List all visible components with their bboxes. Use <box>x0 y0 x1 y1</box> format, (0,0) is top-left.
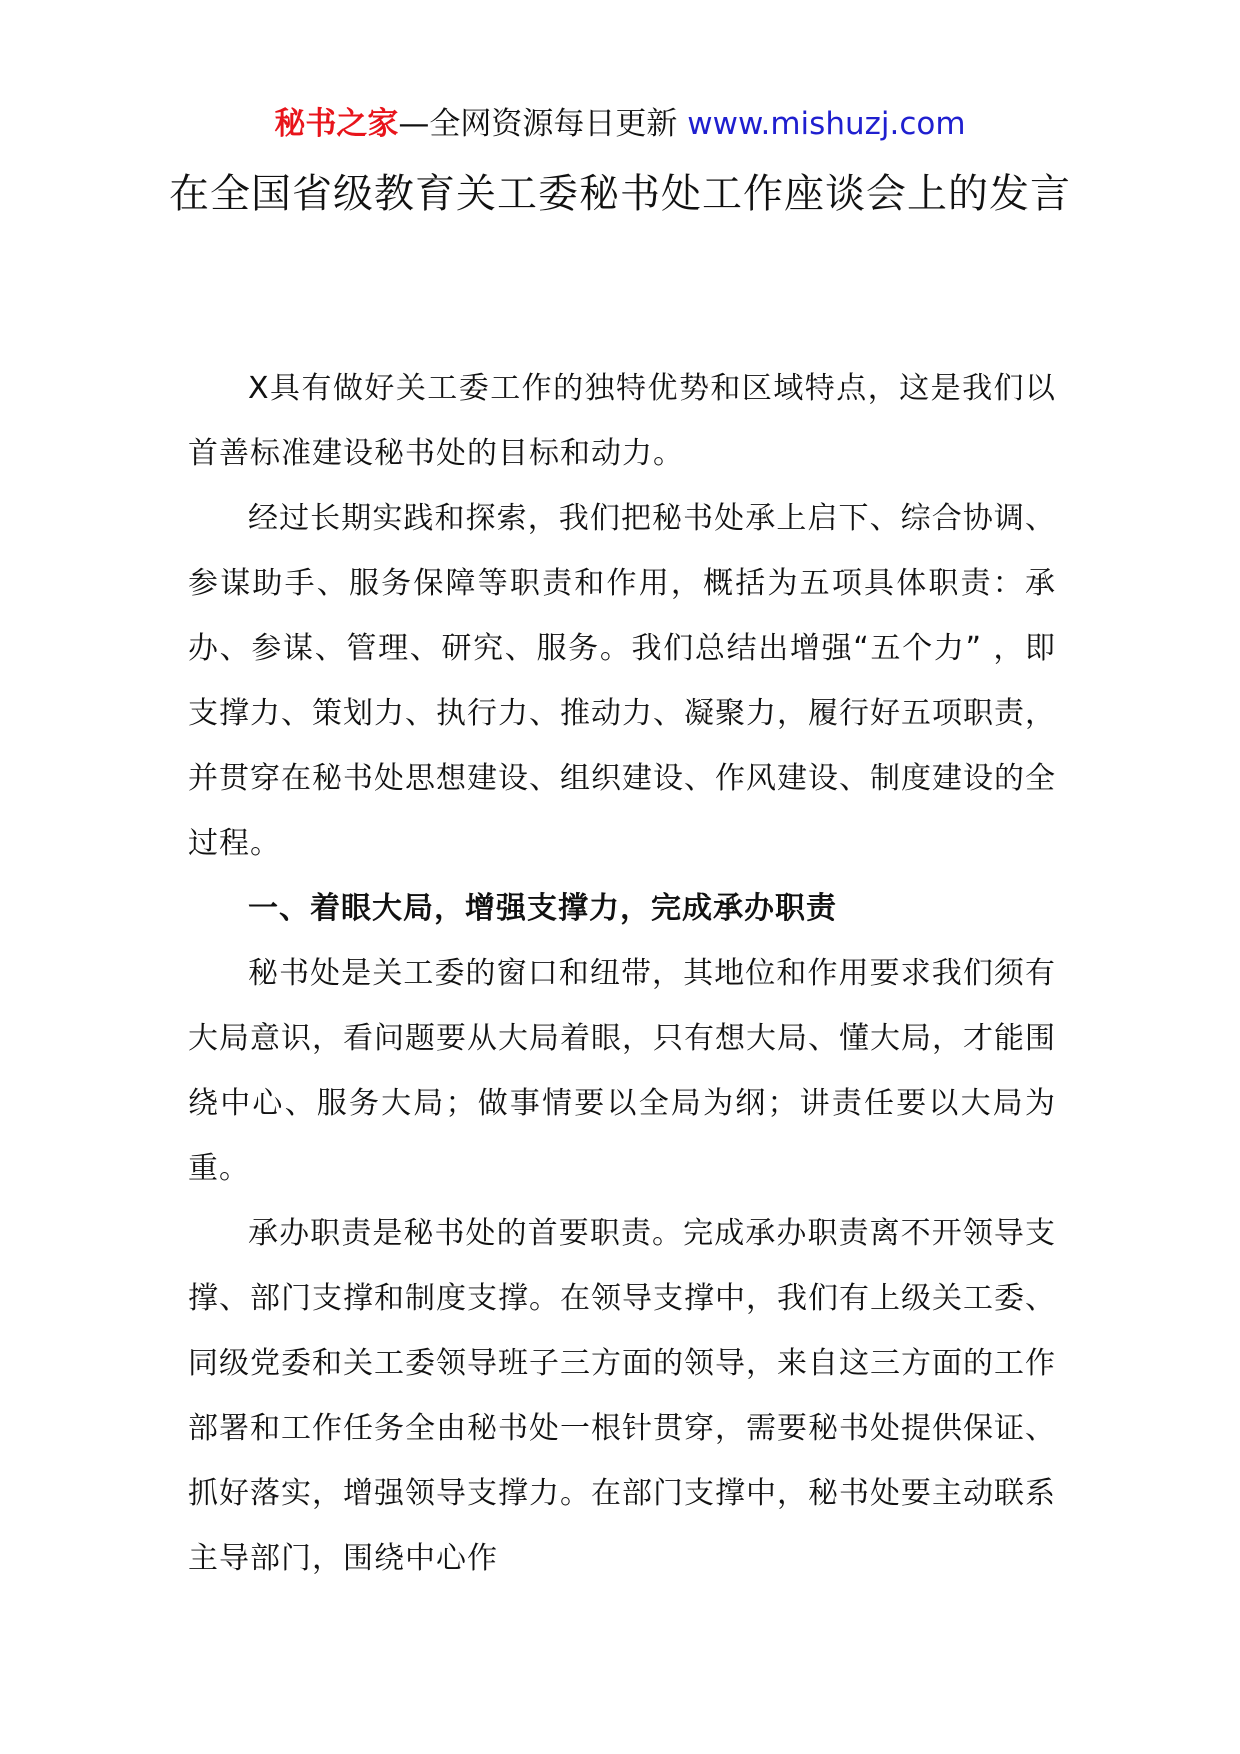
document-title: 在全国省级教育关工委秘书处工作座谈会上的发言 <box>169 171 1071 217</box>
header-tagline: —全网资源每日更新 <box>398 106 688 142</box>
paragraph: 经过长期实践和探索，我们把秘书处承上启下、综合协调、参谋助手、服务保障等职责和作用，概括为五项具体职责：承办、参谋、管理、研究、服务。我们总结出增强“五个力” ，即支撑力、策划力、执行力、推动力、凝聚力，履行好五项职责，并贯穿在秘书处思想建设、组织建设、作风建设、制度建设的全过程。 <box>188 501 1056 861</box>
document-body <box>188 356 1056 1591</box>
paragraph: X具有做好关工委工作的独特优势和区域特点，这是我们以首善标准建设秘书处的目标和动力。 <box>188 371 1056 471</box>
site-url-link[interactable]: www.mishuzj.com <box>687 106 966 142</box>
section-heading: 一、着眼大局，增强支撑力，完成承办职责 <box>248 891 837 926</box>
brand-name: 秘书之家 <box>274 106 399 142</box>
paragraph: 承办职责是秘书处的首要职责。完成承办职责离不开领导支撑、部门支撑和制度支撑。在领导支撑中，我们有上级关工委、同级党委和关工委领导班子三方面的领导，来自这三方面的工作部署和工作任务全由秘书处一根针贯穿，需要秘书处提供保证、抓好落实，增强领导支撑力。在部门支撑中，秘书处要主动联系主导部门，围绕中心作 <box>188 1216 1056 1576</box>
page-header <box>0 100 1240 148</box>
paragraph: 秘书处是关工委的窗口和纽带，其地位和作用要求我们须有大局意识，看问题要从大局着眼，只有想大局、懂大局，才能围绕中心、服务大局；做事情要以全局为纲；讲责任要以大局为重。 <box>188 956 1056 1186</box>
